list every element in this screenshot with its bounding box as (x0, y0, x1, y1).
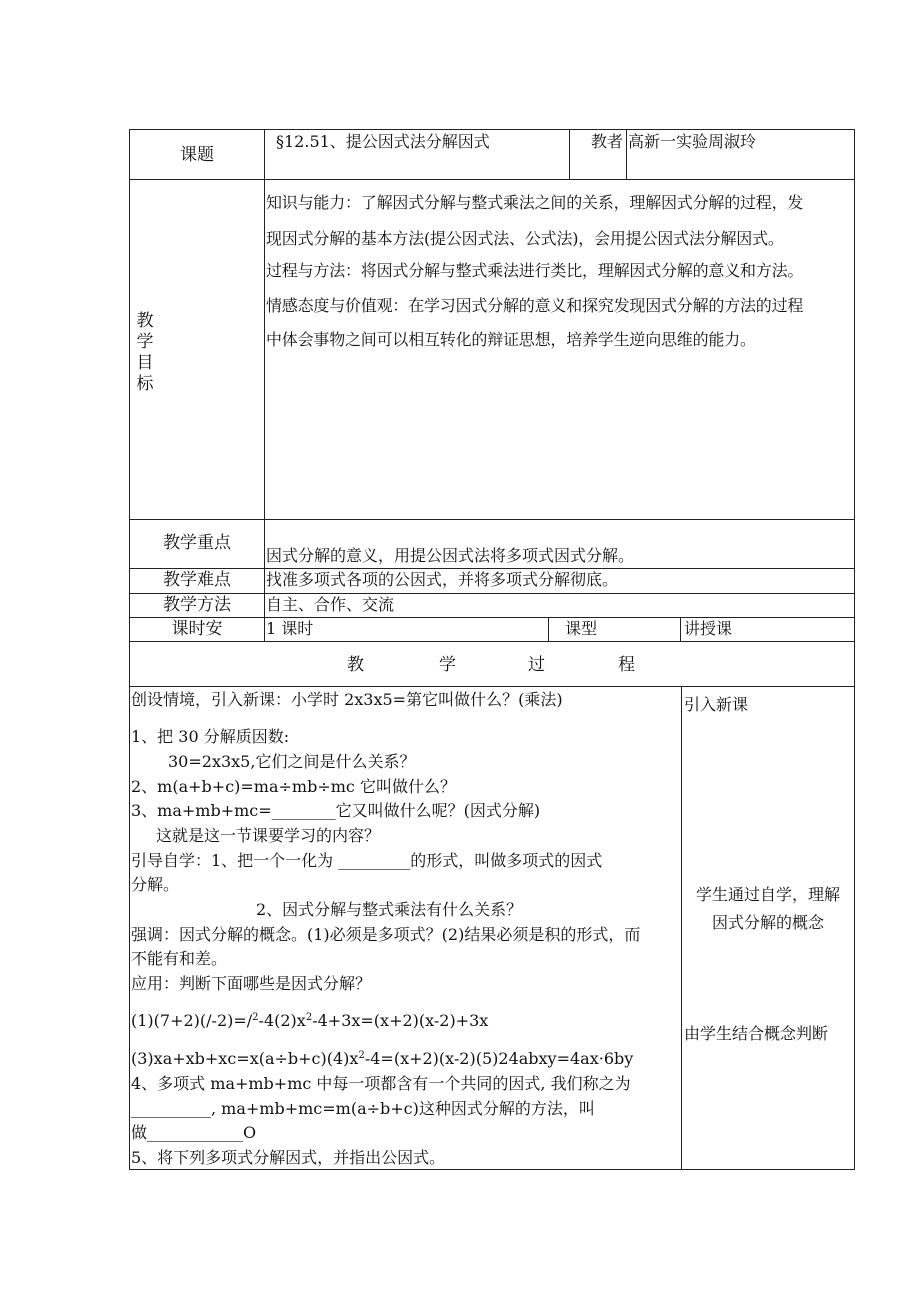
process-line: 这就是这一节课要学习的内容？ (156, 826, 381, 845)
teacher-column-divider (626, 129, 627, 180)
schedule-column-divider (548, 617, 549, 642)
key-points-label: 教学重点 (163, 533, 231, 553)
label-column-divider (264, 129, 265, 642)
process-line: 创设情境，引入新课：小学时 2x3x5=第它叫做什么？(乘法) (131, 690, 563, 709)
teacher-label: 教者 (591, 132, 624, 151)
objective-line: 知识与能力：了解因式分解与整式乘法之间的关系，理解因式分解的过程，发 (266, 193, 804, 212)
course-title: §12.51、提公因式法分解因式 (276, 132, 490, 151)
table-border-bottom (129, 1169, 855, 1170)
process-line: 不能有和差。 (131, 949, 228, 968)
objective-line: 现因式分解的基本方法(提公因式法、公式法)，会用提公因式法分解因式。 (266, 229, 784, 248)
process-title-char: 教 (347, 655, 364, 675)
note-text: 因式分解的概念 (711, 913, 824, 932)
difficulties-label: 教学难点 (163, 570, 231, 590)
process-line: 2、m(a+b+c)=ma÷mb÷mc 它叫做什么？ (131, 777, 456, 796)
course-label: 课题 (180, 145, 214, 165)
lesson-type-label: 课型 (565, 619, 598, 638)
schedule-column-divider (680, 617, 681, 642)
row-divider (129, 179, 855, 180)
row-divider (129, 568, 855, 569)
process-line: 做____________O (131, 1123, 257, 1142)
row-divider (129, 641, 855, 642)
row-divider (129, 686, 855, 687)
key-points-text: 因式分解的意义，用提公因式法将多项式因式分解。 (266, 546, 635, 565)
objective-line: 情感态度与价值观：在学习因式分解的意义和探究发现因式分解的方法的过程 (266, 296, 804, 315)
schedule-label: 课时安 (171, 619, 223, 639)
row-divider (129, 593, 855, 594)
row-divider (129, 617, 855, 618)
difficulties-text: 找准多项式各项的公因式，并将多项式分解彻底。 (266, 570, 619, 589)
process-line: 引导自学：1、把一个一化为 _________的形式，叫做多项式的因式 (131, 851, 603, 870)
table-border-top (129, 129, 855, 130)
process-title-char: 过 (528, 655, 545, 675)
objective-line: 中体会事物之间可以相互转化的辩证思想，培养学生逆向思维的能力。 (266, 330, 756, 349)
process-line: 1、把 30 分解质因数: (131, 727, 290, 746)
methods-label: 教学方法 (163, 595, 231, 615)
process-line: 分解。 (131, 875, 180, 894)
formula-line-2: $(3)xa+xb+xc=x(a\div b+c)(4)x^2-4=(x+2)(x-2)(5)24abxy=4ax\cdot 6by$ (131, 1049, 634, 1068)
process-line: 应用：判断下面哪些是因式分解？ (131, 974, 372, 993)
teacher-column-divider (569, 129, 570, 180)
table-border-right (854, 129, 855, 1170)
process-line: 4、多项式 ma+mb+mc 中每一项都含有一个共同的因式, 我们称之为 (131, 1074, 631, 1093)
objective-line: 过程与方法：将因式分解与整式乘法进行类比，理解因式分解的意义和方法。 (266, 261, 804, 280)
methods-text: 自主、合作、交流 (266, 595, 395, 614)
process-line: 2、因式分解与整式乘法有什么关系？ (256, 900, 523, 919)
process-line: 3、ma+mb+mc=________它又叫做什么呢？(因式分解) (131, 801, 541, 820)
row-divider (129, 519, 855, 520)
note-text: 学生通过自学，理解 (695, 885, 840, 904)
process-title-char: 程 (618, 655, 635, 675)
process-line: 5、将下列多项式分解因式，并指出公因式。 (131, 1148, 446, 1167)
process-line: 强调：因式分解的概念。(1)必须是多项式？(2)结果必须是积的形式，而 (131, 925, 641, 944)
formula-line-1: $(1)(7+2)(/-2)=/^2-4(2)x^2-4+3x=(x+2)(x-2)+3x$ (131, 1011, 489, 1030)
lesson-type-value: 讲授课 (684, 619, 733, 638)
process-line: __________, ma+mb+mc=m(a÷b+c)这种因式分解的方法，叫 (131, 1099, 595, 1118)
objectives-label: 教 学 目 标 (136, 311, 154, 394)
table-border-left (129, 129, 130, 1170)
teacher-name: 高新一实验周淑玲 (628, 132, 757, 151)
process-line: 30=2x3x5,它们之间是什么关系？ (168, 752, 416, 771)
note-text: 由学生结合概念判断 (684, 1024, 829, 1043)
schedule-value: 1 课时 (266, 619, 314, 638)
process-title-char: 学 (439, 655, 456, 675)
note-text: 引入新课 (684, 695, 749, 714)
